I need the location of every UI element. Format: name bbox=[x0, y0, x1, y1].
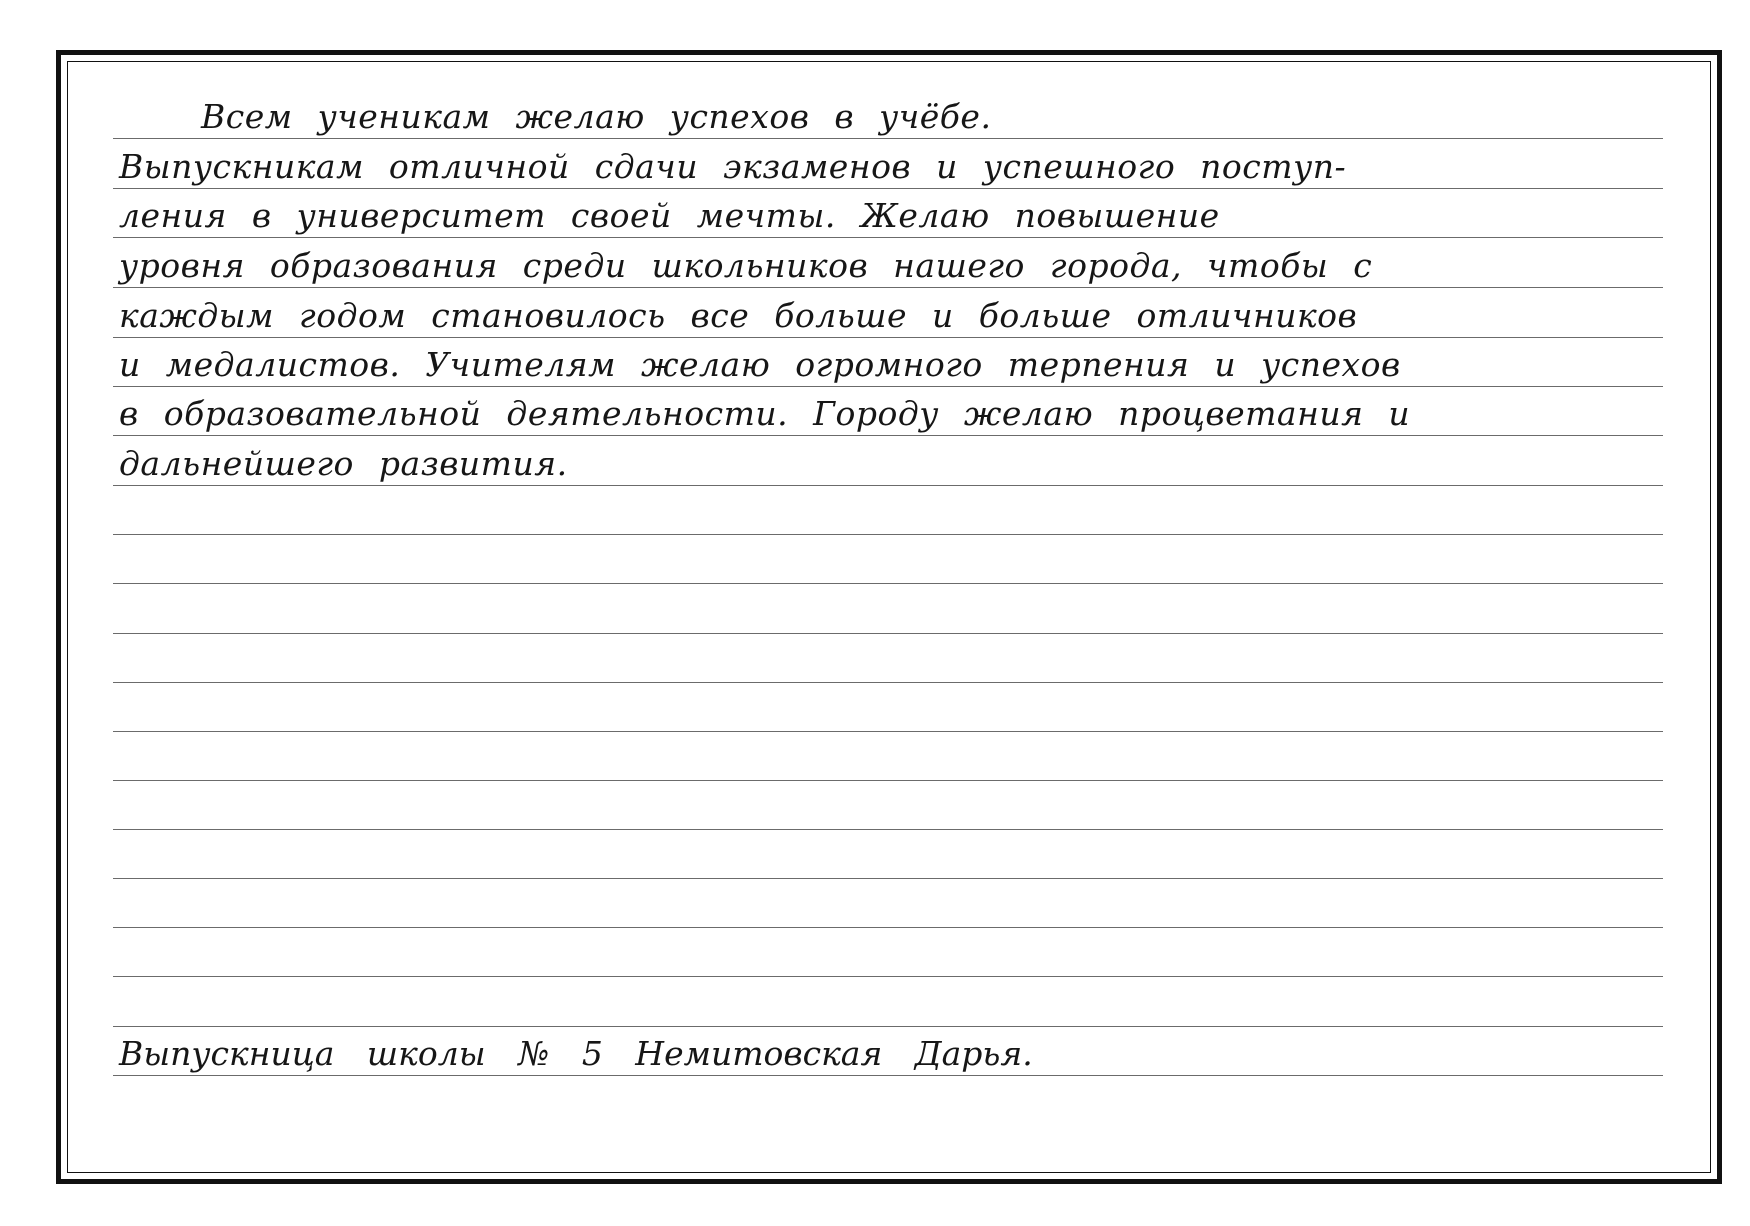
ruled-line bbox=[113, 829, 1663, 830]
ruled-line bbox=[113, 188, 1663, 189]
ruled-line bbox=[113, 682, 1663, 683]
page-frame bbox=[56, 50, 1722, 1184]
letter-line-8: дальнейшего развития. bbox=[119, 444, 568, 483]
ruled-line bbox=[113, 435, 1663, 436]
ruled-line bbox=[113, 337, 1663, 338]
ruled-line bbox=[113, 976, 1663, 977]
ruled-line bbox=[113, 1026, 1663, 1027]
ruled-line bbox=[113, 237, 1663, 238]
ruled-line bbox=[113, 1075, 1663, 1076]
ruled-line bbox=[113, 731, 1663, 732]
ruled-line bbox=[113, 138, 1663, 139]
letter-line-1: Всем ученикам желаю успехов в учёбе. bbox=[201, 97, 992, 136]
letter-line-6: и медалистов. Учителям желаю огромного терпения и успехов bbox=[119, 345, 1401, 384]
letter-line-4: уровня образования среди школьников нашего города, чтобы с bbox=[119, 246, 1373, 285]
ruled-line bbox=[113, 927, 1663, 928]
ruled-line bbox=[113, 878, 1663, 879]
letter-line-3: ления в университет своей мечты. Желаю повышение bbox=[119, 196, 1220, 235]
ruled-line bbox=[113, 583, 1663, 584]
letter-line-7: в образовательной деятельности. Городу желаю процветания и bbox=[119, 394, 1411, 433]
ruled-line bbox=[113, 485, 1663, 486]
ruled-line bbox=[113, 386, 1663, 387]
letter-line-5: каждым годом становилось все больше и больше отличников bbox=[119, 296, 1358, 335]
ruled-line bbox=[113, 780, 1663, 781]
ruled-line bbox=[113, 287, 1663, 288]
ruled-line bbox=[113, 534, 1663, 535]
signature-line: Выпускница школы № 5 Немитовская Дарья. bbox=[119, 1034, 1033, 1073]
letter-line-2: Выпускникам отличной сдачи экзаменов и успешного поступ- bbox=[119, 147, 1347, 186]
ruled-line bbox=[113, 633, 1663, 634]
